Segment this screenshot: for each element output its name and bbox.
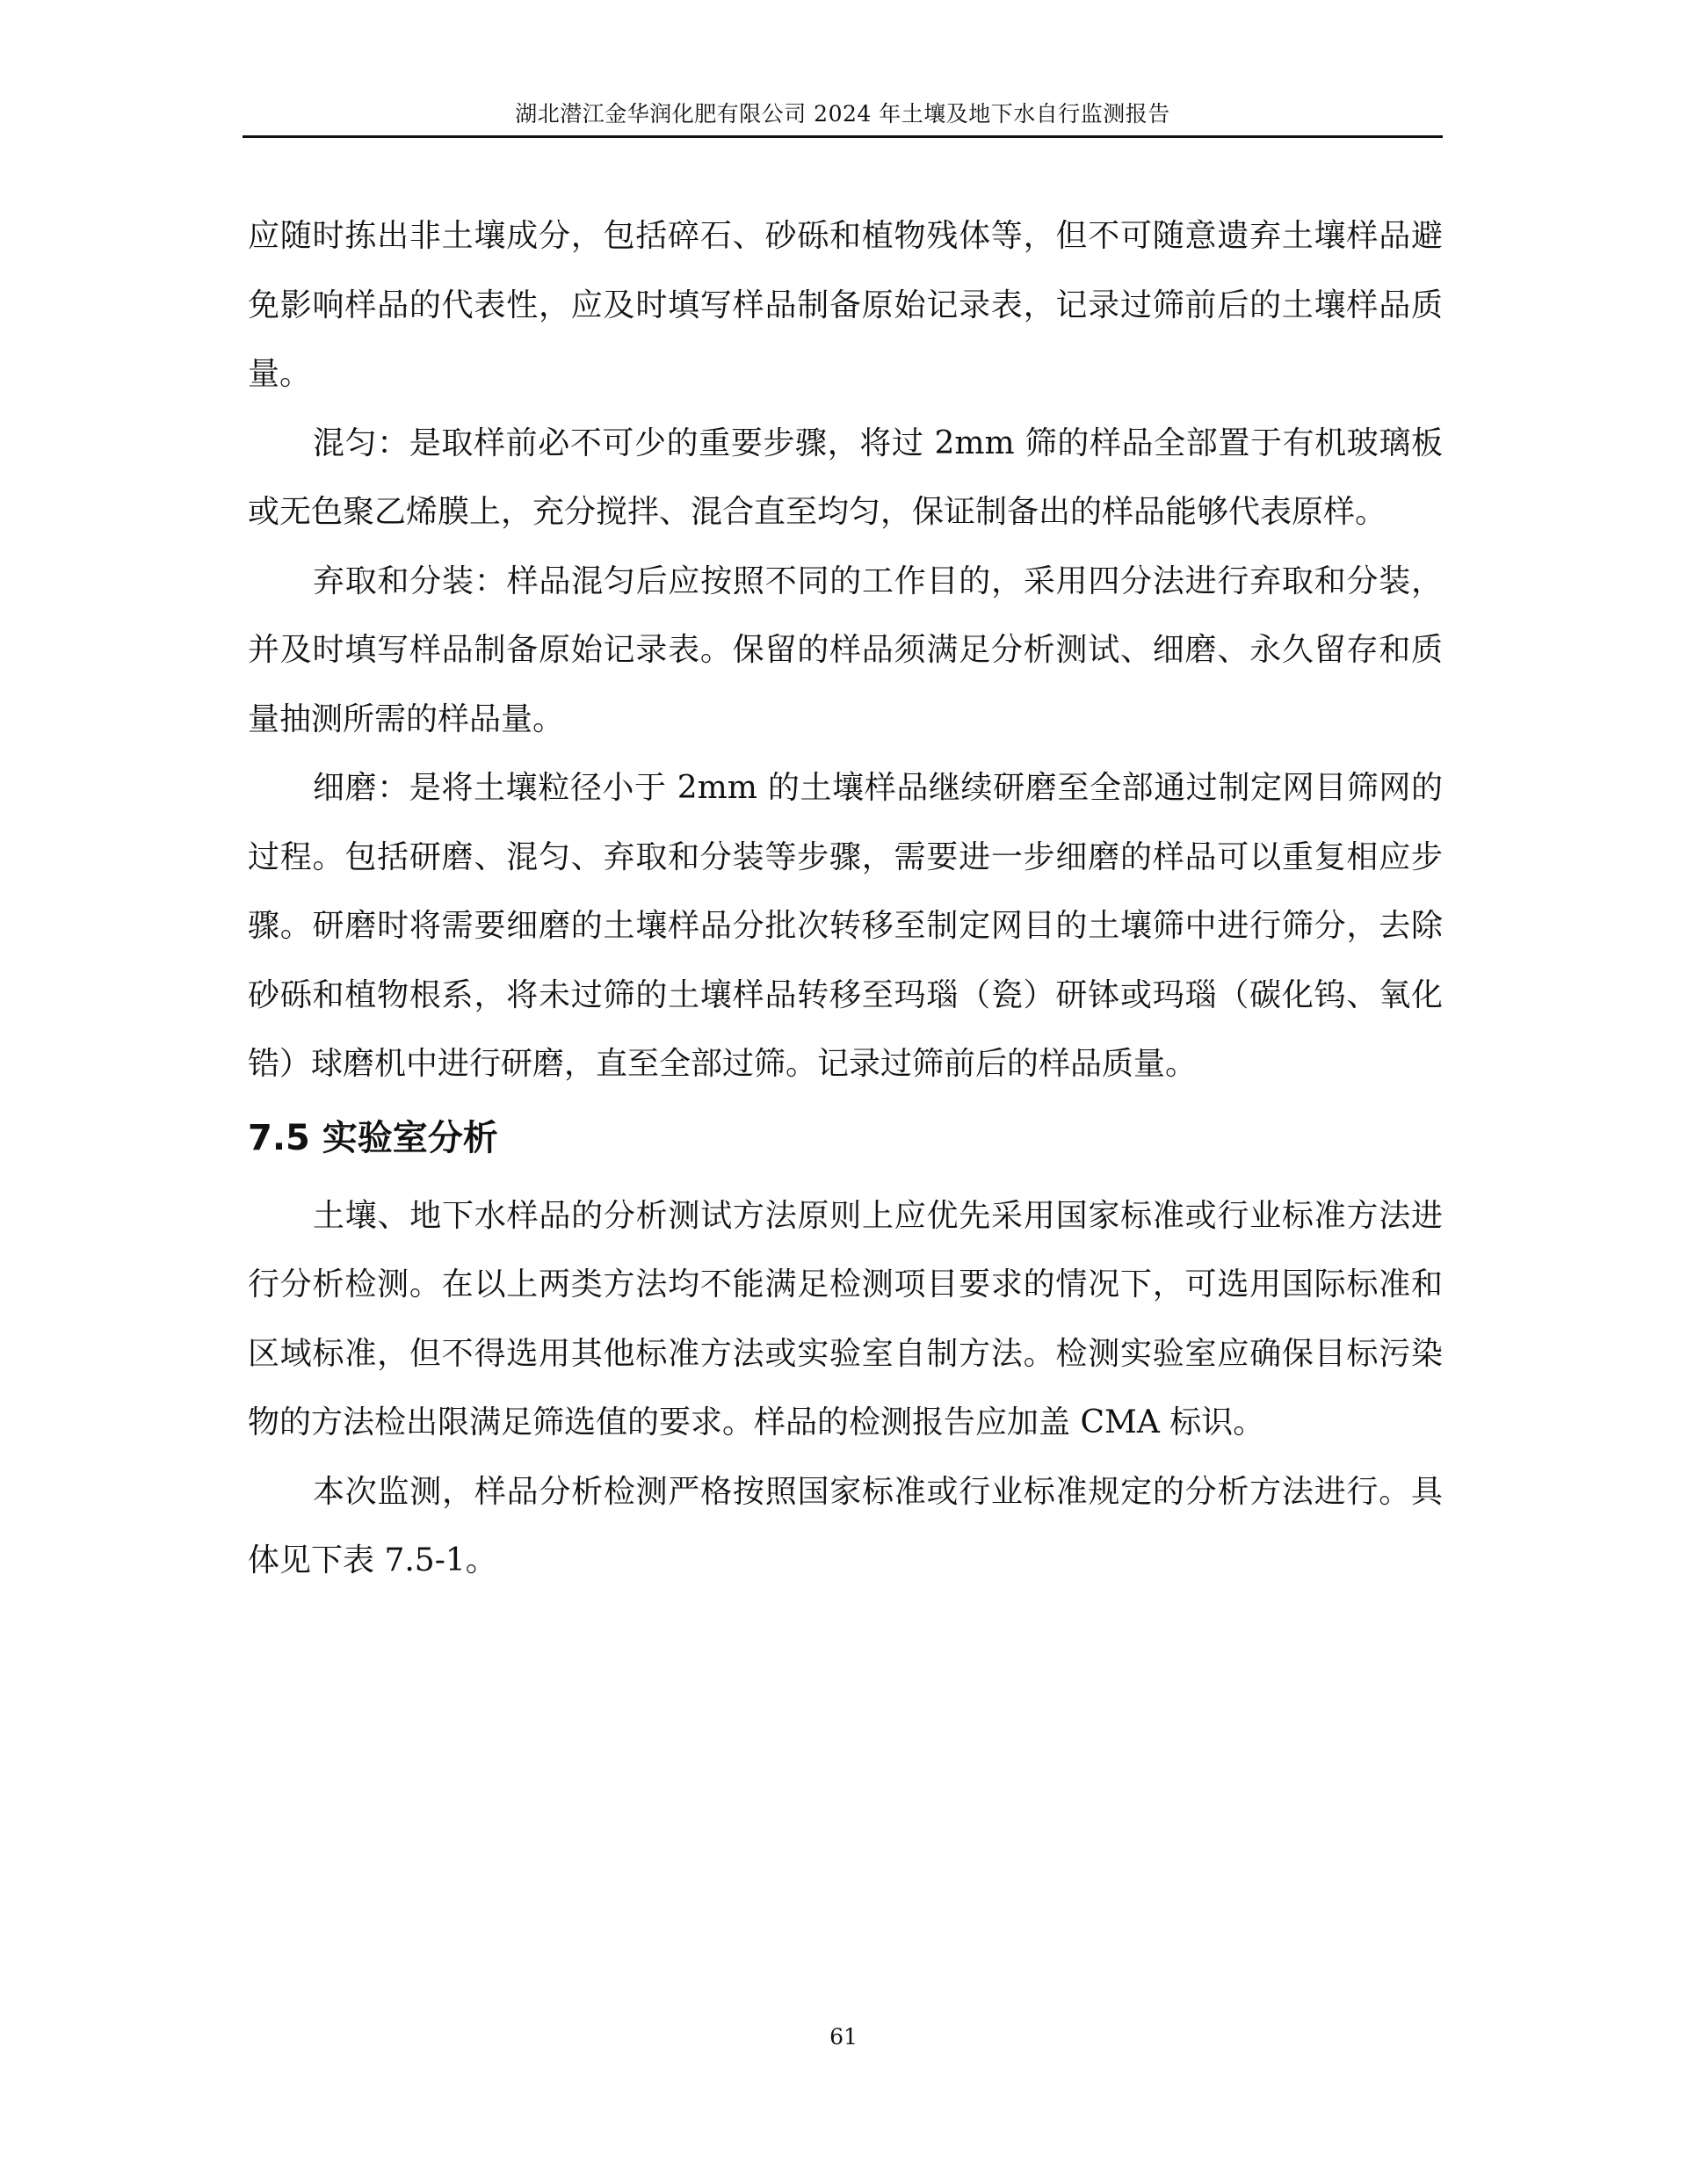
paragraph-sample-sorting: 应随时拣出非土壤成分，包括碎石、砂砾和植物残体等，但不可随意遗弃土壤样品避免影响样品的代表性，应及时填写样品制备原始记录表，记录过筛前后的土壤样品质量。	[248, 218, 1443, 392]
paragraph-analysis-methods: 土壤、地下水样品的分析测试方法原则上应优先采用国家标准或行业标准方法进行分析检测。在以上两类方法均不能满足检测项目要求的情况下，可选用国际标准和区域标准，但不得选用其他标准方法或实验室自制方法。检测实验室应确保目标污染物的方法检出限满足筛选值的要求。样品的检测报告应加盖 CMA 标识。	[248, 1197, 1443, 1440]
page-header-title: 湖北潜江金华润化肥有限公司 2024 年土壤及地下水自行监测报告	[515, 101, 1170, 127]
page-body	[248, 202, 1443, 1596]
section-heading-lab-analysis: 7.5 实验室分析	[248, 1117, 498, 1158]
paragraph-mixing: 混匀：是取样前必不可少的重要步骤，将过 2mm 筛的样品全部置于有机玻璃板或无色聚乙烯膜上，充分搅拌、混合直至均匀，保证制备出的样品能够代表原样。	[248, 424, 1443, 530]
paragraph-fine-grinding: 细磨：是将土壤粒径小于 2mm 的土壤样品继续研磨至全部通过制定网目筛网的过程。包括研磨、混匀、弃取和分装等步骤，需要进一步细磨的样品可以重复相应步骤。研磨时将需要细磨的土壤样品分批次转移至制定网目的土壤筛中进行筛分，去除砂砾和植物根系，将未过筛的土壤样品转移至玛瑙（瓷）研钵或玛瑙（碳化钨、氧化锆）球磨机中进行研磨，直至全部过筛。记录过筛前后的样品质量。	[248, 770, 1443, 1082]
header-divider	[243, 135, 1443, 138]
paragraph-splitting: 弃取和分装：样品混匀后应按照不同的工作目的，采用四分法进行弃取和分装，并及时填写样品制备原始记录表。保留的样品须满足分析测试、细磨、永久留存和质量抽测所需的样品量。	[248, 562, 1443, 737]
paragraph-monitoring-note: 本次监测，样品分析检测严格按照国家标准或行业标准规定的分析方法进行。具体见下表 7.5-1。	[248, 1473, 1443, 1578]
page-number: 61	[829, 2024, 858, 2050]
